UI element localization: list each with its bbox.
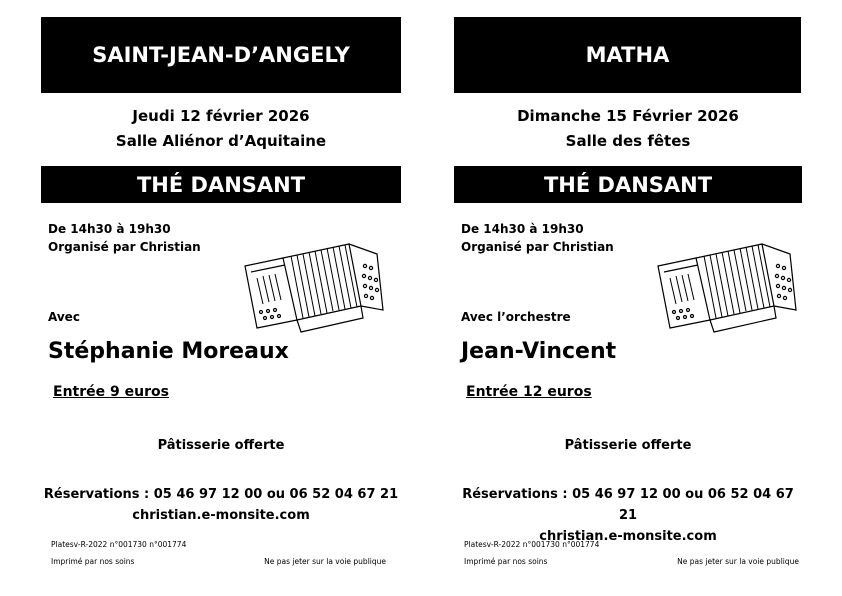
pastry-offer: Pâtisserie offerte <box>564 438 692 453</box>
legal-footer <box>51 536 386 570</box>
event-hours-block <box>461 220 614 256</box>
reservations-phone: Réservations : 05 46 97 12 00 ou 06 52 04 67 21 <box>462 487 794 523</box>
organizer: Organisé par Christian <box>461 240 614 254</box>
license-number: Platesv-R-2022 n°001730 n°001774 <box>464 540 600 549</box>
event-hours: De 14h30 à 19h30 <box>48 222 171 236</box>
town-banner: SAINT-JEAN-D’ANGELY <box>41 17 401 93</box>
license-number: Platesv-R-2022 n°001730 n°001774 <box>51 540 187 549</box>
pastry-offer: Pâtisserie offerte <box>157 438 285 453</box>
event-date-venue <box>454 104 802 154</box>
flyer-matha <box>454 0 802 596</box>
event-hours: De 14h30 à 19h30 <box>461 222 584 236</box>
litter-notice: Ne pas jeter sur la voie publique <box>677 557 799 566</box>
artist-name: Jean-Vincent <box>461 339 617 364</box>
printed-note: Imprimé par nos soins <box>51 557 135 566</box>
website: christian.e-monsite.com <box>132 508 310 523</box>
printed-note: Imprimé par nos soins <box>464 557 548 566</box>
litter-notice: Ne pas jeter sur la voie publique <box>264 557 386 566</box>
town-banner: MATHA <box>454 17 801 93</box>
flyer-saint-jean-dangely <box>41 0 401 596</box>
legal-footer <box>464 536 799 570</box>
with-label: Avec <box>48 310 80 324</box>
with-label: Avec l’orchestre <box>461 310 571 324</box>
event-date: Dimanche 15 Février 2026 <box>517 107 739 125</box>
event-date: Jeudi 12 février 2026 <box>132 107 310 125</box>
event-date-venue <box>41 104 401 154</box>
entry-price: Entrée 12 euros <box>466 384 592 400</box>
event-venue: Salle des fêtes <box>565 132 691 150</box>
entry-price: Entrée 9 euros <box>53 384 169 400</box>
artist-name: Stéphanie Moreaux <box>48 339 289 364</box>
event-venue: Salle Aliénor d’Aquitaine <box>115 132 327 150</box>
event-hours-block <box>48 220 201 256</box>
accordion-icon <box>241 236 387 336</box>
reservations-block <box>41 484 401 526</box>
event-title: THÉ DANSANT <box>454 166 802 203</box>
accordion-icon <box>654 236 800 336</box>
reservations-phone: Réservations : 05 46 97 12 00 ou 06 52 04 67 21 <box>43 487 399 502</box>
website: christian.e-monsite.com <box>539 529 717 544</box>
organizer: Organisé par Christian <box>48 240 201 254</box>
event-title: THÉ DANSANT <box>41 166 401 203</box>
